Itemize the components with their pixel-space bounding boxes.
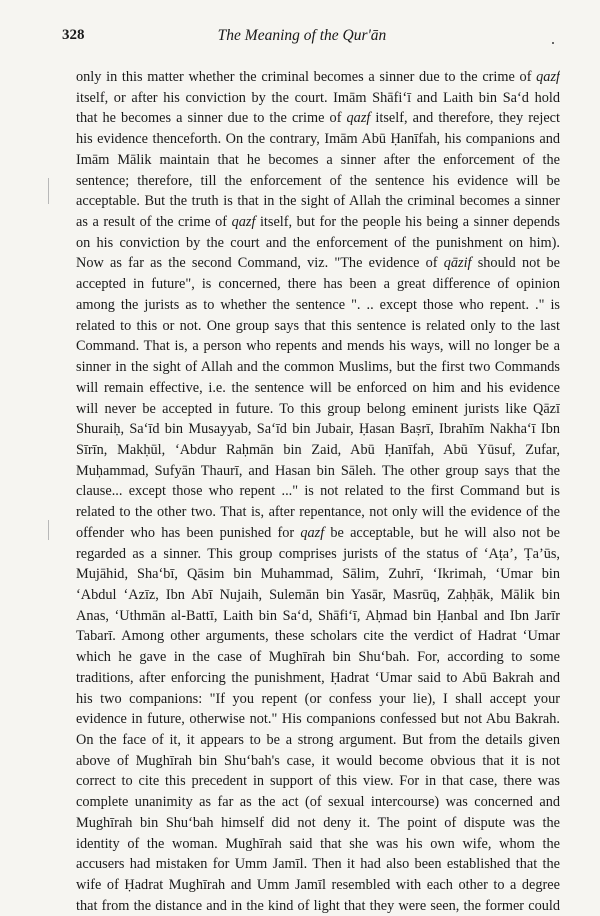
text-line: will remain effective, i.e. the sentence will be enforced on him and his evidence	[76, 379, 560, 396]
margin-scan-mark	[48, 178, 49, 204]
text-line: which he gave in the case of Mughīrah bin Shu‘bah. For, according to some	[76, 649, 560, 666]
text-line: offender who has been punished for qazf be acceptable, but he will also not be	[76, 524, 560, 541]
text-line: related to the other two. That is, after repentance, not only will the evidence of the	[76, 504, 560, 521]
text-line: related to this or not. One group says that this sentence is related only to the last	[76, 317, 560, 334]
text-line: ‘Abdul ‘Azīz, Ibn Abī Nujaih, Sulemān bin Yasār, Masrūq, Zaḥḥāk, Mālik bin	[76, 586, 560, 603]
text-line: his evidence thenceforth. On the contrary, Imām Abū Ḥanīfah, his companions and	[76, 131, 560, 148]
text-line: Command. That is, a person who repents and mends his ways, will no longer be a	[76, 338, 560, 355]
text-line: clause... except those who repent ..." is not related to the first Command but is	[76, 483, 560, 500]
text-line: Mughīrah bin Shu‘bah himself did not deny it. The point of dispute was the	[76, 814, 560, 831]
text-line: sentence; therefore, till the enforcement of the sentence his evidence will be	[76, 172, 560, 189]
body-text	[76, 67, 560, 916]
text-line: regarded as a sinner. This group comprises jurists of the status of ‘Aṭa’, Ṭa’ūs,	[76, 545, 560, 562]
text-line: on his conviction by the court and the enforcement of the punishment on him).	[76, 234, 560, 251]
page-number: 328	[62, 27, 85, 43]
text-line: acceptable. But the truth is that in the sight of Allah the criminal becomes a sinner	[76, 193, 560, 210]
text-line: Sīrīn, Makḥūl, ‘Abdur Raḥmān bin Zaid, Abū Ḥanīfah, Abū Yūsuf, Zufar,	[76, 441, 560, 458]
text-line: complete unanimity as far as the act (of sexual intercourse) was concerned and	[76, 794, 560, 811]
text-line: his two companions: "If you repent (or confess your lie), I shall accept your	[76, 690, 560, 707]
text-line: Mujāhid, Sha‘bī, Qāsim bin Muhammad, Sālim, Zuhrī, ‘Ikrimah, ‘Umar bin	[76, 566, 560, 583]
text-line: sinner in the sight of Allah and the common Muslims, but the first two Commands	[76, 359, 560, 376]
text-line: only in this matter whether the criminal becomes a sinner due to the crime of qazf	[76, 69, 560, 85]
speck-mark	[552, 42, 554, 44]
text-line: among the jurists as to whether the sentence ". .. except those who repent. ." is	[76, 296, 560, 313]
text-line: will never be accepted in future. To this group belong eminent jurists like Qāzī	[76, 400, 560, 417]
text-line: Anas, ‘Uthmān al-Battī, Laith bin Sa‘d, Shāfi‘ī, Aḥmad bin Ḥanbal and Ibn Jarīr	[76, 607, 560, 624]
text-line: that from the distance and in the kind of light that they were seen, the former could	[76, 897, 560, 914]
text-line: Now as far as the second Command, viz. "The evidence of qāzif should not be	[76, 255, 560, 272]
text-line: accepted in future", is concerned, there has been a great difference of opinion	[76, 276, 560, 293]
text-line: itself, or after his conviction by the court. Imām Shāfi‘ī and Laith bin Sa‘d hold	[76, 89, 560, 106]
text-line: identity of the woman. Mughīrah said that she was his own wife, whom the	[76, 835, 560, 852]
text-line: Shuraiḥ, Sa‘īd bin Musayyab, Sa‘īd bin Jubair, Ḥasan Baṣrī, Ibrahīm Nakha‘ī Ibn	[76, 421, 560, 438]
text-line: as a result of the crime of qazf itself, but for the people his being a sinner depends	[76, 214, 560, 231]
text-line: accusers had mistaken for Umm Jamīl. Then it had also been established that the	[76, 856, 560, 873]
text-line: On the face of it, it appears to be a strong argument. But from the details given	[76, 732, 560, 748]
text-line: above of Mughīrah bin Shu‘bah's case, it would become obvious that it is not	[76, 752, 560, 769]
page-header	[62, 27, 542, 49]
text-line: Imām Mālik maintain that he becomes a sinner after the enforcement of the	[76, 151, 560, 168]
margin-scan-mark	[48, 520, 49, 540]
text-line: correct to cite this precedent in support of this view. For in that case, there was	[76, 773, 560, 790]
text-line: Muḥammad, Sufyān Thaurī, and Hasan bin Sāleh. The other group says that the	[76, 462, 560, 479]
text-line: wife of Ḥadrat Mughīrah and Umm Jamīl resembled with each other to a degree	[76, 877, 560, 894]
text-line: Tabarī. Among other arguments, these scholars cite the verdict of Hadrat ‘Umar	[76, 628, 560, 645]
text-line: that he becomes a sinner due to the crime of qazf itself, and therefore, they reject	[76, 110, 560, 127]
text-line: evidence in future, otherwise not." His companions confessed but not Abu Bakrah.	[76, 711, 560, 728]
text-line: traditions, after enforcing the punishment, Ḥadrat ‘Umar said to Abū Bakrah and	[76, 669, 560, 686]
running-title: The Meaning of the Qur'ān	[217, 27, 387, 44]
